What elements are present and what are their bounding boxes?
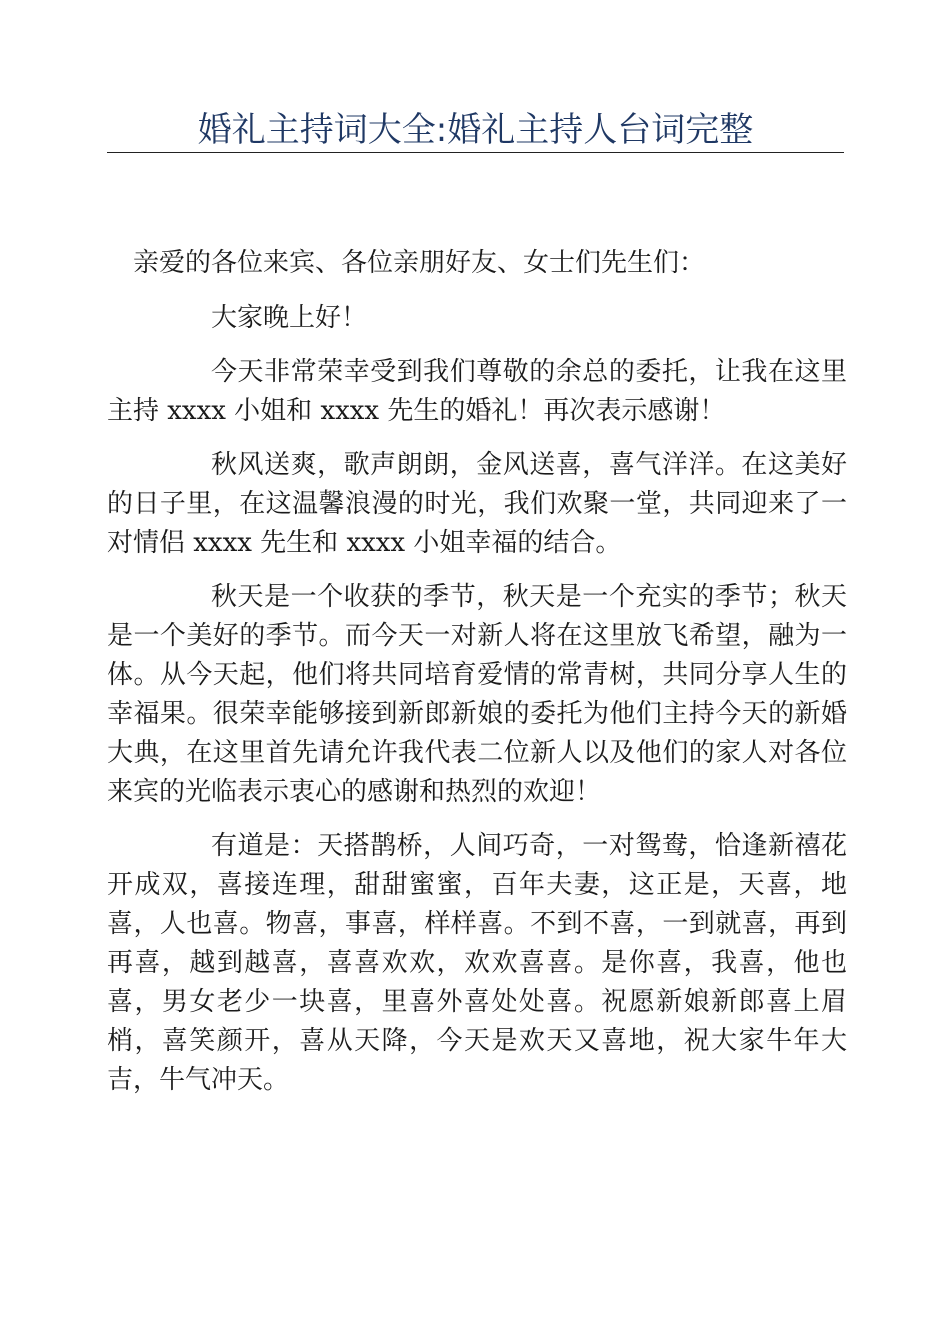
paragraph-1: 大家晚上好！ bbox=[211, 303, 368, 333]
page-title: 婚礼主持词大全:婚礼主持人台词完整 bbox=[197, 110, 754, 150]
greeting: 亲爱的各位来宾、各位亲朋好友、女士们先生们： bbox=[133, 248, 706, 278]
paragraph-3: 秋风送爽，歌声朗朗，金风送喜，喜气洋洋。在这美好的日子里，在这温馨浪漫的时光，我们欢聚一堂，共同迎来了一对情侣 xxxx 先生和 xxxx 小姐幸福的结合。 bbox=[107, 450, 847, 558]
paragraph-5: 有道是：天搭鹊桥，人间巧奇，一对鸳鸯，恰逢新禧花开成双，喜接连理，甜甜蜜蜜，百年夫妻，这正是，天喜，地喜，人也喜。物喜，事喜，样样喜。不到不喜，一到就喜，再到再喜，越到越喜，喜喜欢欢，欢欢喜喜。是你喜，我喜，他也喜，男女老少一块喜，里喜外喜处处喜。祝愿新娘新郎喜上眉梢，喜笑颜开，喜从天降，今天是欢天又喜地，祝大家牛年大吉，牛气冲天。 bbox=[107, 831, 847, 1095]
document-body bbox=[107, 244, 847, 1115]
paragraph-2: 今天非常荣幸受到我们尊敬的余总的委托，让我在这里主持 xxxx 小姐和 xxxx 先生的婚礼！再次表示感谢！ bbox=[107, 357, 847, 426]
paragraph-4: 秋天是一个收获的季节，秋天是一个充实的季节；秋天是一个美好的季节。而今天一对新人将在这里放飞希望，融为一体。从今天起，他们将共同培育爱情的常青树，共同分享人生的幸福果。很荣幸能够接到新郎新娘的委托为他们主持今天的新婚大典，在这里首先请允许我代表二位新人以及他们的家人对各位来宾的光临表示衷心的感谢和热烈的欢迎！ bbox=[107, 582, 847, 807]
title-block bbox=[107, 108, 844, 153]
